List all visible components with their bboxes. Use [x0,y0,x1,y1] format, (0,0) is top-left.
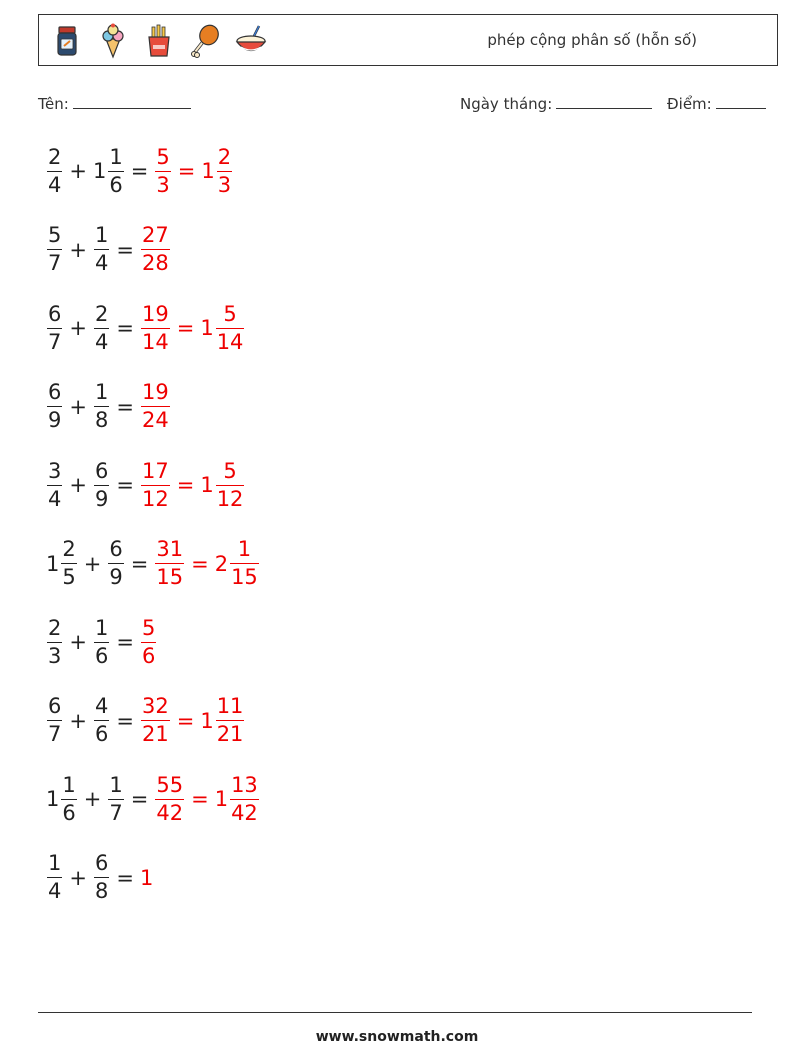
answer-numerator: 55 [156,772,184,797]
addend-b-denominator: 8 [94,879,109,903]
answer-mixed-number [140,301,171,354]
answer-simplified-fraction [230,772,259,825]
problem-row [46,219,171,281]
equals-sign: = [116,865,134,890]
addend-b-fraction [94,225,109,274]
addend-a-denominator: 9 [48,408,62,432]
equals-sign: = [116,237,134,262]
answer-simplified-fraction [230,539,259,588]
footer-divider [38,1012,752,1013]
plus-sign: + [83,787,102,811]
addend-a-denominator: 7 [48,329,62,354]
addend-a-numerator: 3 [48,458,62,483]
addend-b-mixed-number [93,458,110,511]
addend-b-mixed-number [93,853,110,902]
answer [140,382,171,431]
answer-simplified-numerator: 2 [217,144,232,169]
answer-simplified-numerator: 1 [237,537,252,561]
problem-row [46,140,233,202]
addend-a-mixed-number [46,615,63,668]
addend-b-denominator: 8 [94,408,109,432]
equals-sign: = [130,551,149,576]
addend-a-denominator: 7 [48,722,62,746]
answer-equals-sign: = [176,708,195,733]
answer-simplified-denominator: 15 [231,565,258,589]
addend-b-fraction [94,301,109,354]
answer-fraction [141,615,156,668]
addend-a-mixed-number [46,301,63,354]
answer-equals-sign: = [176,473,195,497]
answer-simplified-whole: 2 [214,551,229,576]
equals-sign: = [116,394,134,419]
name-line[interactable] [73,94,191,109]
addend-b-mixed-number [92,144,125,197]
answer [154,772,259,825]
addend-a-mixed-number [46,382,63,431]
addend-b-numerator: 2 [94,301,109,326]
addend-a-denominator: 5 [62,565,76,589]
answer-fraction [141,382,170,431]
addend-b-fraction [94,696,109,745]
answer-numerator: 31 [156,537,184,561]
addend-b-numerator: 6 [94,851,109,875]
addend-a-fraction [47,382,62,431]
problem-row [46,847,154,909]
addend-a-denominator: 3 [48,643,62,668]
addend-b-mixed-number [93,301,110,354]
answer-equals-sign: = [177,159,196,183]
addend-b-numerator: 6 [109,537,123,561]
addend-a-mixed-number [46,539,78,588]
plus-sign: + [69,316,87,340]
answer-fraction [141,458,170,511]
equals-sign: = [116,708,134,733]
answer [140,301,245,354]
answer-simplified-mixed-number [200,458,245,511]
addend-a-numerator: 5 [48,223,62,247]
plus-sign: + [69,159,87,183]
score-line[interactable] [716,94,766,109]
answer-simplified-numerator: 5 [223,301,237,326]
addend-a-fraction [47,301,62,354]
answer-simplified-fraction [216,458,245,511]
addend-b-denominator: 7 [109,800,123,825]
addend-a-fraction [47,615,62,668]
plus-sign: + [69,394,87,419]
addend-a-denominator: 4 [48,486,62,511]
addend-b-whole: 1 [92,159,107,183]
score-label: Điểm: [667,95,712,113]
answer-mixed-number [154,539,185,588]
equals-sign: = [116,316,134,340]
answer-denominator: 12 [141,486,169,511]
answer-simplified-whole: 1 [200,708,214,733]
answer-simplified-mixed-number [200,301,245,354]
addend-a-whole: 1 [46,551,60,576]
plus-sign: + [69,865,87,890]
plus-sign: + [69,630,87,654]
answer-simplified-denominator: 12 [216,486,244,511]
problem-row [46,690,245,752]
answer-numerator: 32 [141,694,169,718]
problem-row [46,454,245,516]
addend-b-mixed-number [93,696,110,745]
addend-b-mixed-number [107,772,124,825]
plus-sign: + [69,237,87,262]
answer-denominator: 14 [141,329,169,354]
addend-a-fraction [61,772,76,825]
addend-a-numerator: 2 [62,537,76,561]
addend-b-numerator: 4 [94,694,109,718]
answer [140,696,245,745]
addend-a-numerator: 1 [48,851,62,875]
answer-simplified-numerator: 5 [223,458,237,483]
problem-row [46,297,245,359]
addend-b-denominator: 4 [94,251,109,275]
answer-mixed-number [140,382,171,431]
answer-simplified-denominator: 42 [231,800,258,825]
addend-b-fraction [108,772,123,825]
problem-row [46,533,260,595]
answer-simplified-fraction [216,696,245,745]
answer-denominator: 15 [156,565,184,589]
answer-simplified-whole: 1 [214,787,229,811]
plus-sign: + [69,708,87,733]
answer [154,144,233,197]
jam-jar-icon [49,23,85,59]
plus-sign: + [69,473,87,497]
name-label: Tên: [38,95,69,113]
addend-a-whole: 1 [46,787,60,811]
addend-a-mixed-number [46,458,63,511]
answer-numerator: 5 [156,144,170,169]
addend-b-mixed-number [93,382,110,431]
date-score-fields [460,94,766,113]
addend-b-denominator: 6 [94,722,109,746]
date-label: Ngày tháng: [460,95,553,113]
answer-whole: 1 [139,865,154,890]
answer [140,458,245,511]
equals-sign: = [130,787,149,811]
plus-sign: + [83,551,102,576]
answer-simplified-denominator: 14 [216,329,244,354]
addend-a-numerator: 2 [48,615,62,640]
answer-mixed-number [140,458,171,511]
worksheet-title: phép cộng phân số (hỗn số) [487,31,697,49]
addend-b-numerator: 1 [94,615,109,640]
addend-a-numerator: 6 [48,380,62,404]
addend-b-mixed-number [107,539,124,588]
name-field [38,94,191,113]
answer-denominator: 28 [141,251,169,275]
answer-mixed-number [140,615,157,668]
problem-row [46,611,157,673]
problem-row [46,376,171,438]
addend-a-fraction [47,696,62,745]
answer [140,615,157,668]
addend-a-mixed-number [46,144,63,197]
addend-b-numerator: 1 [94,380,109,404]
answer-equals-sign: = [191,551,209,576]
header-icons [49,21,269,61]
answer-mixed-number [154,144,171,197]
answer-simplified-mixed-number [215,539,260,588]
addend-b-denominator: 9 [109,565,123,589]
addend-a-numerator: 1 [62,772,76,797]
answer-fraction [141,696,170,745]
addend-a-numerator: 6 [48,301,62,326]
addend-b-mixed-number [93,615,110,668]
answer-numerator: 5 [141,615,156,640]
addend-b-numerator: 1 [94,223,109,247]
addend-b-denominator: 9 [94,486,109,511]
addend-b-fraction [94,615,109,668]
addend-b-denominator: 6 [94,643,109,668]
addend-a-fraction [47,853,62,902]
answer-simplified-fraction [216,301,245,354]
answer-equals-sign: = [191,787,209,811]
answer-fraction [141,301,170,354]
addend-b-numerator: 6 [94,458,109,483]
answer-simplified-denominator: 21 [216,722,244,746]
answer-denominator: 3 [156,172,170,197]
addend-a-mixed-number [46,696,63,745]
addend-a-denominator: 7 [48,251,62,275]
answer-simplified-whole: 1 [200,473,214,497]
answer [154,539,259,588]
addend-b-numerator: 1 [109,144,123,169]
addend-a-mixed-number [46,772,78,825]
answer-mixed-number [154,772,185,825]
date-line[interactable] [556,94,652,109]
addend-b-fraction [94,853,109,902]
addend-b-denominator: 6 [109,172,123,197]
answer-denominator: 21 [141,722,169,746]
answer-denominator: 42 [156,800,184,825]
answer [140,866,154,890]
addend-a-fraction [47,144,62,197]
answer-denominator: 6 [141,643,156,668]
addend-a-fraction [47,225,62,274]
addend-b-fraction [108,144,123,197]
answer-numerator: 17 [141,458,169,483]
equals-sign: = [130,159,149,183]
addend-a-denominator: 4 [48,879,62,903]
addend-a-denominator: 4 [48,172,62,197]
drumstick-icon [187,23,223,59]
answer-simplified-denominator: 3 [217,172,232,197]
addend-b-fraction [108,539,123,588]
answer-simplified-whole: 1 [200,316,214,340]
answer-fraction [141,225,170,274]
footer-site: www.snowmath.com [315,1029,479,1045]
answer-fraction [155,539,184,588]
answer-simplified-numerator: 13 [231,772,258,797]
addend-b-fraction [94,382,109,431]
answer-numerator: 19 [141,380,169,404]
answer-mixed-number [140,696,171,745]
addend-a-fraction [61,539,76,588]
answer-numerator: 19 [141,301,169,326]
addend-a-fraction [47,458,62,511]
answer-simplified-mixed-number [200,696,245,745]
answer-mixed-number [140,225,171,274]
addend-a-numerator: 2 [48,144,62,169]
answer-simplified-fraction [217,144,232,197]
addend-b-fraction [94,458,109,511]
answer-equals-sign: = [176,316,195,340]
answer-numerator: 27 [141,223,169,247]
fries-icon [141,23,177,59]
addend-a-mixed-number [46,853,63,902]
answer-fraction [155,144,170,197]
answer-denominator: 24 [141,408,169,432]
addend-a-denominator: 6 [62,800,76,825]
equals-sign: = [116,630,134,654]
answer-simplified-whole: 1 [201,159,215,183]
answer-simplified-mixed-number [201,144,233,197]
ice-cream-icon [95,23,131,59]
addend-a-mixed-number [46,225,63,274]
problem-row [46,768,260,830]
addend-b-denominator: 4 [94,329,109,354]
rice-bowl-icon [233,23,269,59]
answer-simplified-mixed-number [214,772,260,825]
answer-simplified-numerator: 11 [216,694,244,718]
answer [140,225,171,274]
worksheet-header [38,14,778,66]
addend-a-numerator: 6 [48,694,62,718]
equals-sign: = [116,473,134,497]
addend-b-mixed-number [93,225,110,274]
answer-fraction [155,772,184,825]
addend-b-numerator: 1 [109,772,123,797]
